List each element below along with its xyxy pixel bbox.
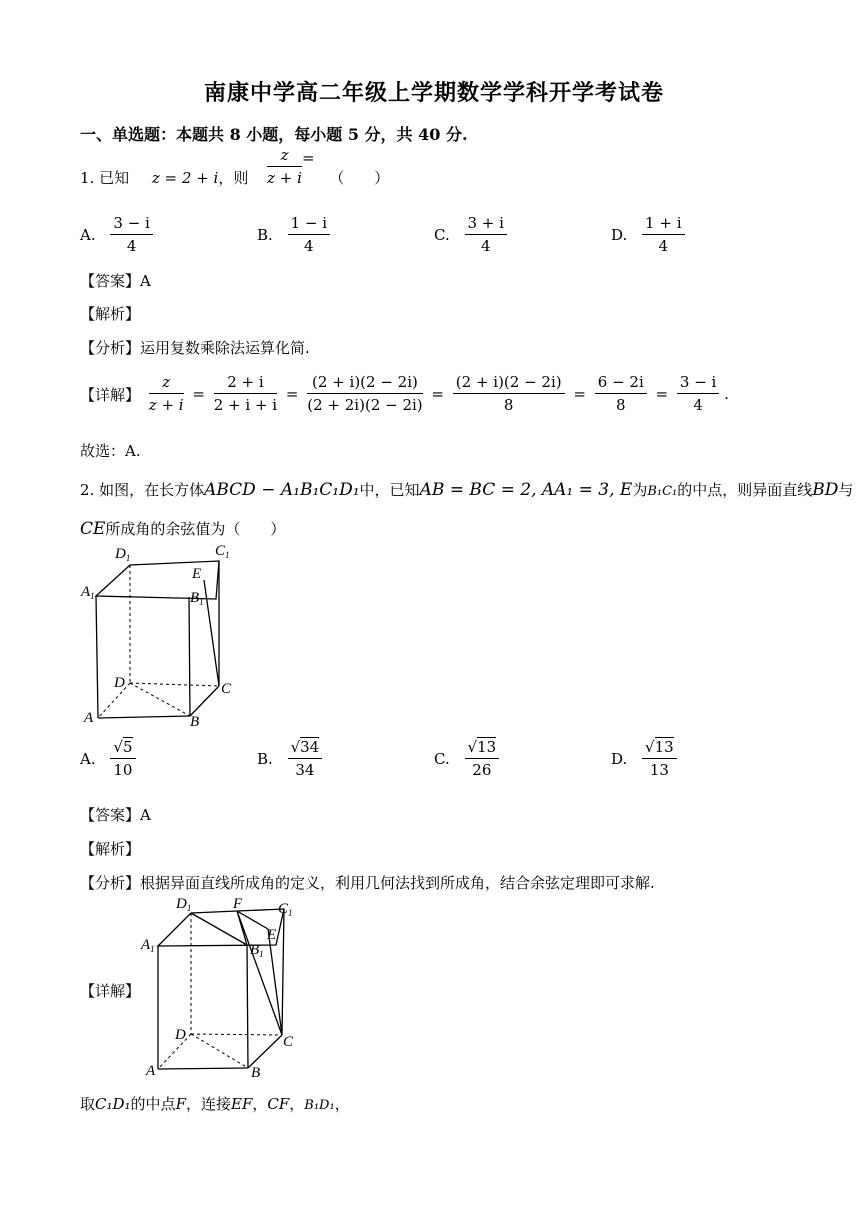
hidden-segment-bd bbox=[191, 1034, 248, 1068]
option-label: A. bbox=[80, 750, 96, 768]
option-num: 3 − i bbox=[110, 216, 152, 235]
edge-aa1 bbox=[96, 596, 98, 718]
q1-option-c[interactable] bbox=[434, 216, 507, 254]
q1-conclusion: 故选：A. bbox=[80, 442, 141, 460]
edge-bb1 bbox=[247, 945, 248, 1068]
option-label: C. bbox=[434, 226, 450, 244]
step-num: z bbox=[149, 375, 184, 394]
q2-given: AB = BC = 2, AA₁ = 3, E bbox=[419, 480, 633, 500]
q2-answer: 【答案】A bbox=[80, 806, 151, 824]
step-den: 8 bbox=[615, 396, 626, 414]
section-heading: 一、单选题：本题共 8 小题，每小题 5 分，共 40 分. bbox=[80, 125, 468, 144]
equal-sign: = bbox=[655, 385, 669, 403]
q1-frac-num: z bbox=[267, 148, 302, 167]
step-den: z + i bbox=[148, 396, 184, 414]
q1-option-d[interactable] bbox=[611, 216, 685, 254]
q1-detail bbox=[80, 375, 733, 413]
q1-analysis: 【分析】运用复数乘除法运算化简. bbox=[80, 339, 310, 357]
text: ，连接 bbox=[185, 1095, 231, 1113]
cuboid-figure bbox=[78, 540, 248, 730]
label-f: F bbox=[233, 896, 243, 912]
equal-sign: = bbox=[192, 385, 205, 403]
hidden-edge-dc bbox=[130, 683, 219, 686]
edge-cc1 bbox=[282, 909, 284, 1035]
option-label: B. bbox=[257, 750, 273, 768]
label-a: A bbox=[146, 1063, 156, 1079]
q1-stem bbox=[80, 146, 390, 198]
q1-answer: 【答案】A bbox=[80, 272, 151, 290]
step-den: 8 bbox=[503, 396, 514, 414]
q1-condition: z = 2 + i bbox=[151, 169, 219, 187]
q1-option-a[interactable] bbox=[80, 216, 153, 254]
cuboid-figure-detail bbox=[138, 893, 308, 1083]
hidden-edge-dc bbox=[191, 1034, 282, 1035]
q2-text: 2. 如图，在长方体 bbox=[80, 481, 205, 499]
option-label: B. bbox=[257, 226, 273, 244]
segment-b1d1: B₁D₁ bbox=[304, 1098, 335, 1113]
q2-segment: B₁C₁ bbox=[647, 484, 678, 499]
label-b1: $B_1$ bbox=[190, 590, 204, 607]
segment-c1d1: C₁D₁ bbox=[95, 1095, 131, 1113]
q2-jiexi: 【解析】 bbox=[80, 840, 141, 858]
q2-text: 与 bbox=[838, 481, 854, 499]
edge-bc bbox=[190, 686, 219, 716]
text: ， bbox=[252, 1095, 268, 1113]
option-den: 4 bbox=[126, 237, 137, 255]
label-d1: $D_1$ bbox=[176, 896, 192, 913]
text: 的中点 bbox=[130, 1095, 176, 1113]
hidden-segment-bd bbox=[130, 683, 190, 716]
period: . bbox=[724, 385, 729, 403]
label-b: B bbox=[190, 714, 200, 730]
option-label: A. bbox=[80, 226, 96, 244]
label-c: C bbox=[221, 681, 232, 697]
page-title: 南康中学高二年级上学期数学学科开学考试卷 bbox=[203, 80, 664, 106]
q2-text: 为 bbox=[632, 481, 648, 499]
step-den: (2 + 2i)(2 − 2i) bbox=[307, 396, 423, 414]
text: 取 bbox=[80, 1095, 96, 1113]
edge-ab bbox=[158, 1068, 248, 1069]
option-den: 4 bbox=[658, 237, 669, 255]
q2-detail-label: 【详解】 bbox=[80, 982, 141, 1000]
label-b: B bbox=[251, 1065, 261, 1081]
q1-frac-den: z + i bbox=[267, 169, 302, 187]
label-d: D bbox=[175, 1027, 186, 1043]
q2-text: 中，已知 bbox=[359, 481, 420, 499]
q2-line-bd: BD bbox=[812, 480, 839, 500]
q2-option-b[interactable]: B. $\frac{√34}{34}$ bbox=[257, 740, 322, 778]
step-den: 2 + i + i bbox=[213, 396, 278, 414]
label-d: D bbox=[114, 675, 125, 691]
option-den: 34 bbox=[295, 761, 315, 779]
label-a1: $A_1$ bbox=[141, 937, 155, 954]
q1-jiexi: 【解析】 bbox=[80, 305, 141, 323]
q2-option-d[interactable]: D. $\frac{√13}{13}$ bbox=[611, 740, 677, 778]
q2-option-a[interactable]: A. $\frac{√5}{10}$ bbox=[80, 740, 136, 778]
text: ， bbox=[289, 1095, 305, 1113]
q2-stem-line1 bbox=[80, 479, 853, 500]
option-radicand: 34 bbox=[300, 738, 320, 756]
step-den: 4 bbox=[693, 396, 703, 414]
equal-sign: = bbox=[431, 385, 444, 403]
label-c1: $C_1$ bbox=[278, 901, 293, 918]
edge-ab bbox=[98, 716, 190, 718]
label-b1: $B_1$ bbox=[250, 942, 264, 959]
option-radicand: 13 bbox=[477, 738, 497, 756]
option-num: 1 − i bbox=[288, 216, 330, 235]
step-num: (2 + i)(2 − 2i) bbox=[307, 375, 422, 394]
step-num: 2 + i bbox=[214, 375, 277, 394]
label-e: E bbox=[192, 566, 202, 582]
step-num: (2 + i)(2 − 2i) bbox=[453, 375, 565, 394]
q2-stem-line2 bbox=[80, 518, 285, 539]
q2-analysis: 【分析】根据异面直线所成角的定义，利用几何法找到所成角，结合余弦定理即可求解. bbox=[80, 874, 655, 892]
option-label: C. bbox=[434, 750, 450, 768]
q2-text: 的中点，则异面直线 bbox=[677, 481, 813, 499]
q2-text: 所成角的余弦值为（ ） bbox=[105, 520, 286, 538]
segment-cf: CF bbox=[267, 1095, 290, 1113]
option-label: D. bbox=[611, 750, 628, 768]
option-den: 26 bbox=[472, 761, 492, 779]
segment-ef: EF bbox=[231, 1095, 253, 1113]
edge-bb1 bbox=[189, 597, 190, 716]
option-radicand: 5 bbox=[122, 738, 133, 756]
option-den: 10 bbox=[113, 761, 133, 779]
q1-mid: ，则 bbox=[218, 169, 249, 187]
label-e: E bbox=[267, 927, 277, 943]
label-c: C bbox=[283, 1034, 294, 1050]
edge-bc bbox=[248, 1035, 282, 1068]
option-label: D. bbox=[611, 226, 628, 244]
text: ， bbox=[334, 1095, 350, 1113]
q2-last-line bbox=[80, 1093, 350, 1114]
q2-solid-name: ABCD − A₁B₁C₁D₁ bbox=[204, 480, 360, 500]
point-f: F bbox=[175, 1095, 186, 1113]
option-radicand: 13 bbox=[654, 738, 674, 756]
label-c1: $C_1$ bbox=[215, 543, 230, 560]
q2-option-c[interactable]: C. $\frac{√13}{26}$ bbox=[434, 740, 499, 778]
equal-sign: = bbox=[285, 385, 299, 403]
label-a1: $A_1$ bbox=[81, 584, 95, 601]
step-num: 6 − 2i bbox=[595, 375, 647, 394]
label-a: A bbox=[84, 710, 94, 726]
option-den: 4 bbox=[304, 237, 314, 255]
detail-label: 【详解】 bbox=[80, 385, 141, 404]
option-num: 3 + i bbox=[465, 216, 507, 235]
q1-option-b[interactable] bbox=[257, 216, 330, 254]
option-den: 13 bbox=[649, 761, 669, 779]
q2-line-ce: CE bbox=[80, 519, 106, 539]
option-den: 4 bbox=[480, 237, 491, 255]
option-num: 1 + i bbox=[642, 216, 684, 235]
q1-fraction bbox=[267, 148, 302, 186]
q1-prefix: 1. 已知 bbox=[80, 169, 130, 187]
label-d1: $D_1$ bbox=[115, 546, 131, 563]
step-num: 3 − i bbox=[677, 375, 719, 394]
q1-eqsign: = bbox=[301, 149, 315, 167]
equal-sign: = bbox=[573, 385, 586, 403]
q1-paren: （ ） bbox=[329, 169, 390, 187]
